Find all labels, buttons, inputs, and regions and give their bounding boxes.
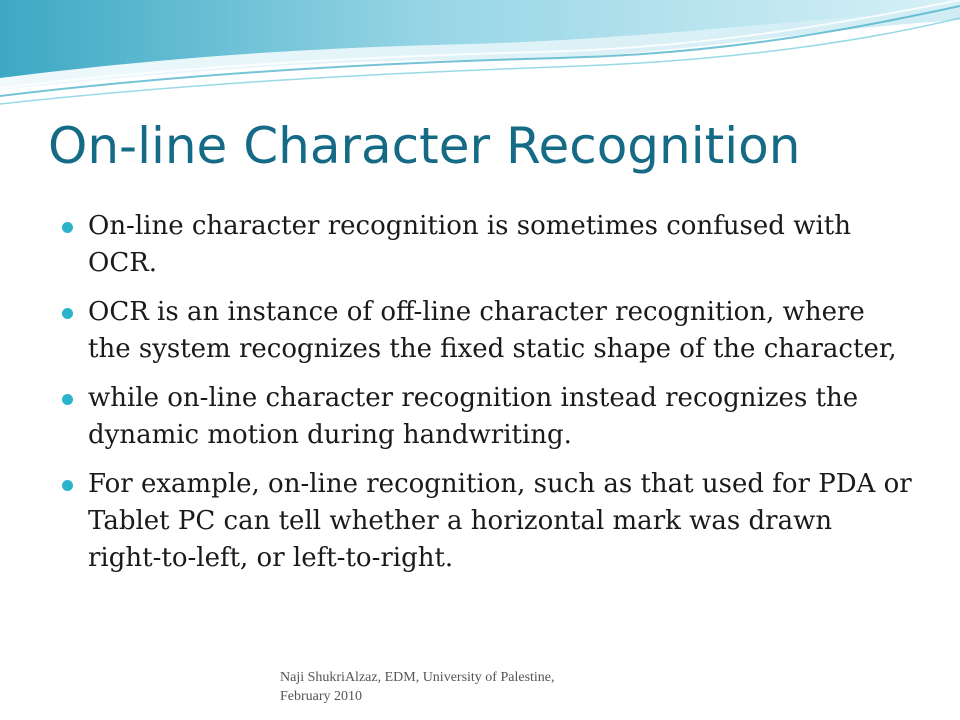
bullet-marker-icon: [62, 394, 73, 405]
footer-line-author: Naji ShukriAlzaz, EDM, University of Palestine,: [280, 670, 555, 685]
header-wave-decoration: [0, 0, 960, 110]
bullet-text: while on-line character recognition instead recognizes the dynamic motion during handwriting.: [88, 383, 859, 450]
bullet-item: [62, 466, 912, 577]
slide-title: On-line Character Recognition: [48, 117, 801, 175]
bullet-item: [62, 294, 912, 368]
bullet-text: On-line character recognition is sometimes confused with OCR.: [88, 211, 851, 278]
bullet-marker-icon: [62, 222, 73, 233]
bullet-marker-icon: [62, 480, 73, 491]
bullet-marker-icon: [62, 308, 73, 319]
footer-line-date: February 2010: [280, 689, 363, 704]
bullet-text: For example, on-line recognition, such as that used for PDA or Tablet PC can tell whether a horizontal mark was drawn right-to-left, or left-to-right.: [88, 469, 912, 573]
footer: [280, 668, 640, 706]
bullet-list: [62, 208, 912, 589]
bullet-item: [62, 208, 912, 282]
bullet-item: [62, 380, 912, 454]
bullet-text: OCR is an instance of off-line character recognition, where the system recognizes the fixed static shape of the character,: [88, 297, 897, 364]
